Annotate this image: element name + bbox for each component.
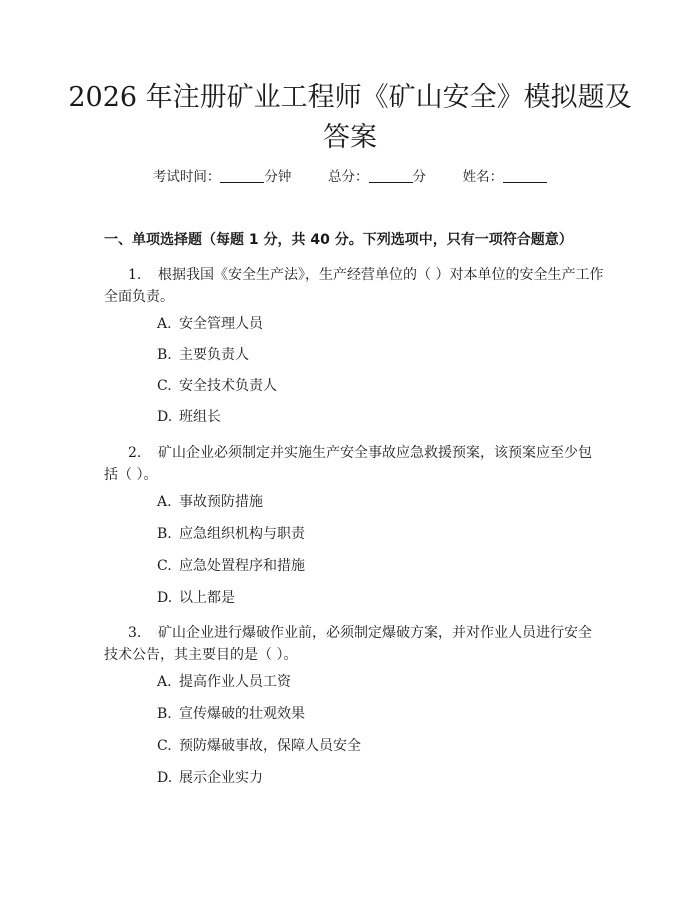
total-score-unit: 分 [412,169,426,185]
option-letter: C. [157,378,172,394]
option-letter: D. [157,590,173,606]
option-text: 以上都是 [179,590,235,606]
question-number: 2. [128,445,142,461]
option-text: 班组长 [179,409,221,425]
option-letter: B. [157,347,172,363]
option-3b [157,704,305,724]
option-2a [157,492,263,512]
option-3a [157,672,291,692]
question-1 [104,264,604,308]
option-text: 安全管理人员 [179,316,263,332]
option-2d [157,588,235,608]
option-text: 宣传爆破的壮观效果 [179,706,305,722]
option-1d [157,407,221,427]
option-letter: D. [157,409,173,425]
option-letter: D. [157,770,173,786]
option-letter: B. [157,706,172,722]
option-letter: A. [157,674,172,690]
question-text: 矿山企业必须制定并实施生产安全事故应急救援预案，该预案应至少包括（ ）。 [104,445,592,483]
option-text: 事故预防措施 [179,494,263,510]
option-2b [157,524,305,544]
option-text: 展示企业实力 [179,770,263,786]
option-letter: C. [157,558,172,574]
option-1b [157,345,249,365]
option-text: 提高作业人员工资 [179,674,291,690]
question-number: 3. [128,625,142,641]
exam-time-blank [220,168,264,183]
exam-info-line [0,166,700,188]
option-letter: A. [157,494,172,510]
option-text: 应急处置程序和措施 [179,558,305,574]
question-text: 根据我国《安全生产法》，生产经营单位的（ ）对本单位的安全生产工作全面负责。 [104,267,604,305]
question-3 [104,622,604,666]
section-heading: 一、单项选择题（每题 1 分，共 40 分。下列选项中，只有一项符合题意） [104,232,573,248]
document-title: 2026 年注册矿业工程师《矿山安全》模拟题及答案 [68,82,632,153]
exam-time-unit: 分钟 [264,169,292,185]
exam-time-label: 考试时间： [152,169,221,185]
name-blank [503,168,547,183]
option-1a [157,314,263,334]
option-text: 安全技术负责人 [179,378,277,394]
option-text: 预防爆破事故，保障人员安全 [179,738,361,754]
total-score-label: 总分： [328,169,369,185]
total-score-blank [369,168,413,183]
option-3c [157,736,361,756]
option-2c [157,556,305,576]
question-number: 1. [128,267,142,283]
option-letter: A. [157,316,172,332]
option-text: 主要负责人 [179,347,249,363]
option-letter: C. [157,738,172,754]
option-1c [157,376,277,396]
question-2 [104,442,604,486]
question-text: 矿山企业进行爆破作业前，必须制定爆破方案，并对作业人员进行安全技术公告，其主要目的是（ ）。 [104,625,592,663]
option-3d [157,768,263,788]
option-letter: B. [157,526,172,542]
option-text: 应急组织机构与职责 [179,526,305,542]
name-label: 姓名： [462,169,504,185]
